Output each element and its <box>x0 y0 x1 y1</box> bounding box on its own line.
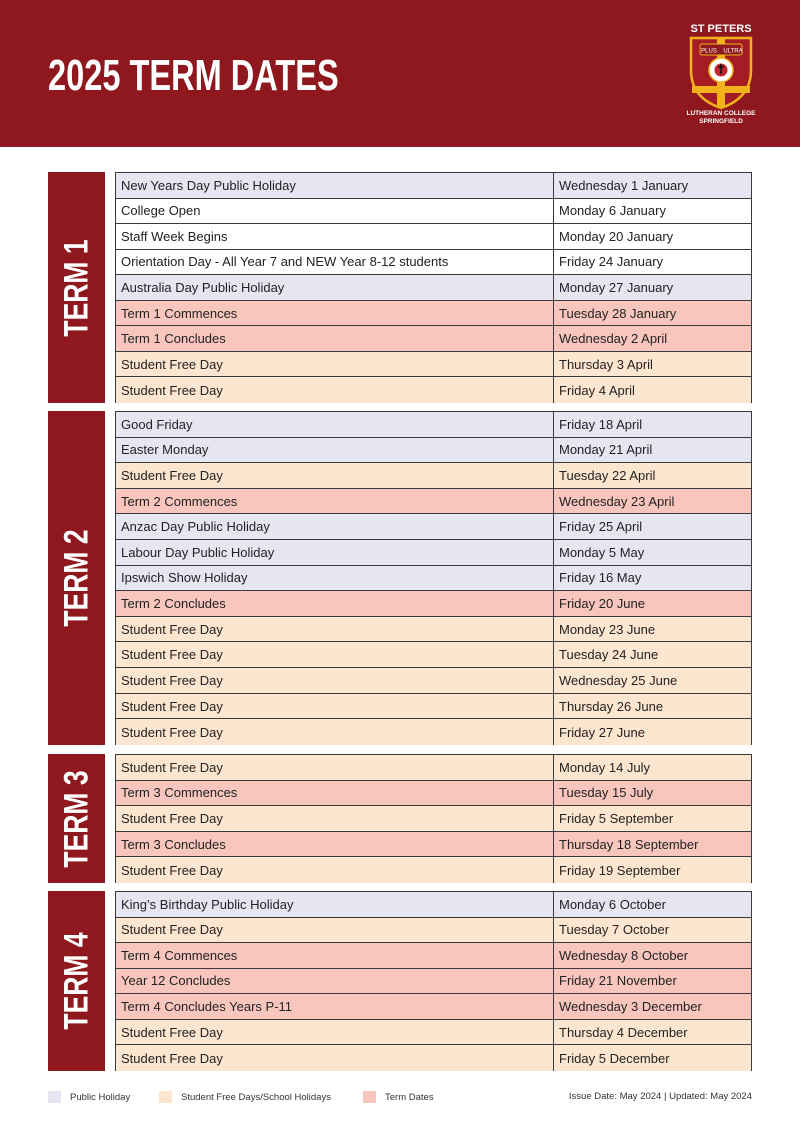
table-row <box>116 412 751 438</box>
table-row <box>116 617 751 643</box>
date-cell: Tuesday 28 January <box>559 305 677 321</box>
date-cell: Thursday 3 April <box>559 356 653 372</box>
table-row <box>116 892 751 918</box>
logo-motto-left: PLUS <box>701 48 717 55</box>
legend-term-dates-label: Term Dates <box>385 1091 434 1103</box>
table-row <box>116 918 751 944</box>
date-cell: Tuesday 7 October <box>559 922 670 938</box>
date-cell: Monday 23 June <box>559 621 656 637</box>
table-row <box>116 857 751 883</box>
table-row <box>116 832 751 858</box>
student-free-swatch <box>159 1091 172 1103</box>
event-cell: Term 1 Concludes <box>116 326 554 351</box>
event-cell: Ipswich Show Holiday <box>116 566 554 591</box>
date-cell: Thursday 26 June <box>559 698 664 714</box>
term-table-3 <box>115 754 752 883</box>
date-cell: Wednesday 2 April <box>559 331 668 347</box>
date-cell: Monday 6 October <box>559 896 666 912</box>
table-row <box>116 514 751 540</box>
date-cell: Friday 20 June <box>559 596 645 612</box>
table-row <box>116 719 751 745</box>
page-header <box>0 0 800 147</box>
date-cell: Friday 18 April <box>559 416 643 432</box>
legend-public-holiday <box>48 1090 130 1104</box>
logo-bottom-text <box>673 110 769 126</box>
event-cell: Term 4 Commences <box>116 943 554 968</box>
event-cell: Term 3 Concludes <box>116 832 554 857</box>
date-cell: Friday 5 September <box>559 810 674 826</box>
event-cell: College Open <box>116 199 554 224</box>
date-cell: Tuesday 24 June <box>559 647 659 663</box>
college-logo <box>683 22 759 134</box>
table-row <box>116 199 751 225</box>
issue-date: Issue Date: May 2024 | Updated: May 2024 <box>568 1091 752 1102</box>
table-row <box>116 781 751 807</box>
table-row <box>116 755 751 781</box>
term-bar-2 <box>48 411 105 745</box>
table-row <box>116 377 751 403</box>
date-cell: Thursday 4 December <box>559 1024 688 1040</box>
logo-line-2: SPRINGFIELD <box>699 118 743 125</box>
date-cell: Wednesday 8 October <box>559 947 689 963</box>
table-row <box>116 1020 751 1046</box>
event-cell: King’s Birthday Public Holiday <box>116 892 554 917</box>
date-cell: Monday 5 May <box>559 544 645 560</box>
date-cell: Wednesday 23 April <box>559 493 675 509</box>
table-row <box>116 463 751 489</box>
event-cell: Anzac Day Public Holiday <box>116 514 554 539</box>
date-cell: Friday 21 November <box>559 973 677 989</box>
date-cell: Monday 21 April <box>559 442 653 458</box>
table-row <box>116 275 751 301</box>
term-table-4 <box>115 891 752 1071</box>
date-cell: Wednesday 1 January <box>559 177 689 193</box>
table-row <box>116 994 751 1020</box>
table-row <box>116 173 751 199</box>
event-cell: Student Free Day <box>116 377 554 403</box>
date-cell: Friday 27 June <box>559 724 645 740</box>
term-label: TERM 1 <box>57 238 95 337</box>
event-cell: Student Free Day <box>116 857 554 883</box>
event-cell: Student Free Day <box>116 755 554 780</box>
table-row <box>116 694 751 720</box>
table-row <box>116 250 751 276</box>
table-row <box>116 540 751 566</box>
table-row <box>116 566 751 592</box>
event-cell: Term 3 Commences <box>116 781 554 806</box>
legend-term-dates <box>363 1090 434 1104</box>
table-row <box>116 969 751 995</box>
event-cell: Student Free Day <box>116 1045 554 1071</box>
logo-top-text: ST PETERS <box>690 23 752 35</box>
event-cell: Labour Day Public Holiday <box>116 540 554 565</box>
table-row <box>116 224 751 250</box>
date-cell: Friday 25 April <box>559 519 643 535</box>
event-cell: Staff Week Begins <box>116 224 554 249</box>
event-cell: Term 2 Concludes <box>116 591 554 616</box>
event-cell: Student Free Day <box>116 617 554 642</box>
term-table-1 <box>115 172 752 403</box>
date-cell: Friday 16 May <box>559 570 642 586</box>
term-label: TERM 2 <box>57 529 95 627</box>
date-cell: Monday 20 January <box>559 228 674 244</box>
event-cell: Good Friday <box>116 412 554 437</box>
event-cell: Student Free Day <box>116 694 554 719</box>
date-cell: Monday 14 July <box>559 759 651 775</box>
term-bar-4 <box>48 891 105 1071</box>
term-dates-swatch <box>363 1091 376 1103</box>
event-cell: Term 1 Commences <box>116 301 554 326</box>
legend-student-free-label: Student Free Days/School Holidays <box>181 1091 331 1103</box>
date-cell: Friday 5 December <box>559 1050 670 1066</box>
term-label: TERM 4 <box>57 932 95 1030</box>
date-cell: Tuesday 22 April <box>559 468 656 484</box>
event-cell: Student Free Day <box>116 668 554 693</box>
public-holiday-swatch <box>48 1091 61 1103</box>
table-row <box>116 642 751 668</box>
term-bar-3 <box>48 754 105 883</box>
event-cell: Student Free Day <box>116 918 554 943</box>
table-row <box>116 668 751 694</box>
logo-line-1: LUTHERAN COLLEGE <box>686 110 756 117</box>
event-cell: Student Free Day <box>116 352 554 377</box>
table-row <box>116 1045 751 1071</box>
event-cell: Student Free Day <box>116 642 554 667</box>
event-cell: New Years Day Public Holiday <box>116 173 554 198</box>
event-cell: Australia Day Public Holiday <box>116 275 554 300</box>
event-cell: Term 2 Commences <box>116 489 554 514</box>
date-cell: Monday 27 January <box>559 279 674 295</box>
table-row <box>116 326 751 352</box>
table-row <box>116 489 751 515</box>
event-cell: Year 12 Concludes <box>116 969 554 994</box>
page-title: 2025 TERM DATES <box>48 51 339 100</box>
date-cell: Friday 4 April <box>559 382 635 398</box>
table-row <box>116 438 751 464</box>
date-cell: Wednesday 3 December <box>559 999 702 1015</box>
term-bar-1 <box>48 172 105 403</box>
legend-public-holiday-label: Public Holiday <box>70 1091 131 1103</box>
table-row <box>116 591 751 617</box>
date-cell: Friday 24 January <box>559 254 664 270</box>
date-cell: Tuesday 15 July <box>559 785 654 801</box>
table-row <box>116 943 751 969</box>
event-cell: Student Free Day <box>116 719 554 745</box>
date-cell: Thursday 18 September <box>559 836 699 852</box>
term-table-2 <box>115 411 752 745</box>
date-cell: Wednesday 25 June <box>559 672 678 688</box>
event-cell: Orientation Day - All Year 7 and NEW Year 8-12 students <box>116 250 554 275</box>
event-cell: Student Free Day <box>116 1020 554 1045</box>
event-cell: Student Free Day <box>116 806 554 831</box>
logo-motto-right: ULTRA <box>723 48 743 55</box>
event-cell: Easter Monday <box>116 438 554 463</box>
table-row <box>116 806 751 832</box>
date-cell: Friday 19 September <box>559 862 681 878</box>
crest-icon <box>688 36 754 110</box>
legend-student-free <box>159 1090 331 1104</box>
date-cell: Monday 6 January <box>559 203 666 219</box>
table-row <box>116 301 751 327</box>
event-cell: Student Free Day <box>116 463 554 488</box>
table-row <box>116 352 751 378</box>
event-cell: Term 4 Concludes Years P-11 <box>116 994 554 1019</box>
term-label: TERM 3 <box>57 769 95 868</box>
